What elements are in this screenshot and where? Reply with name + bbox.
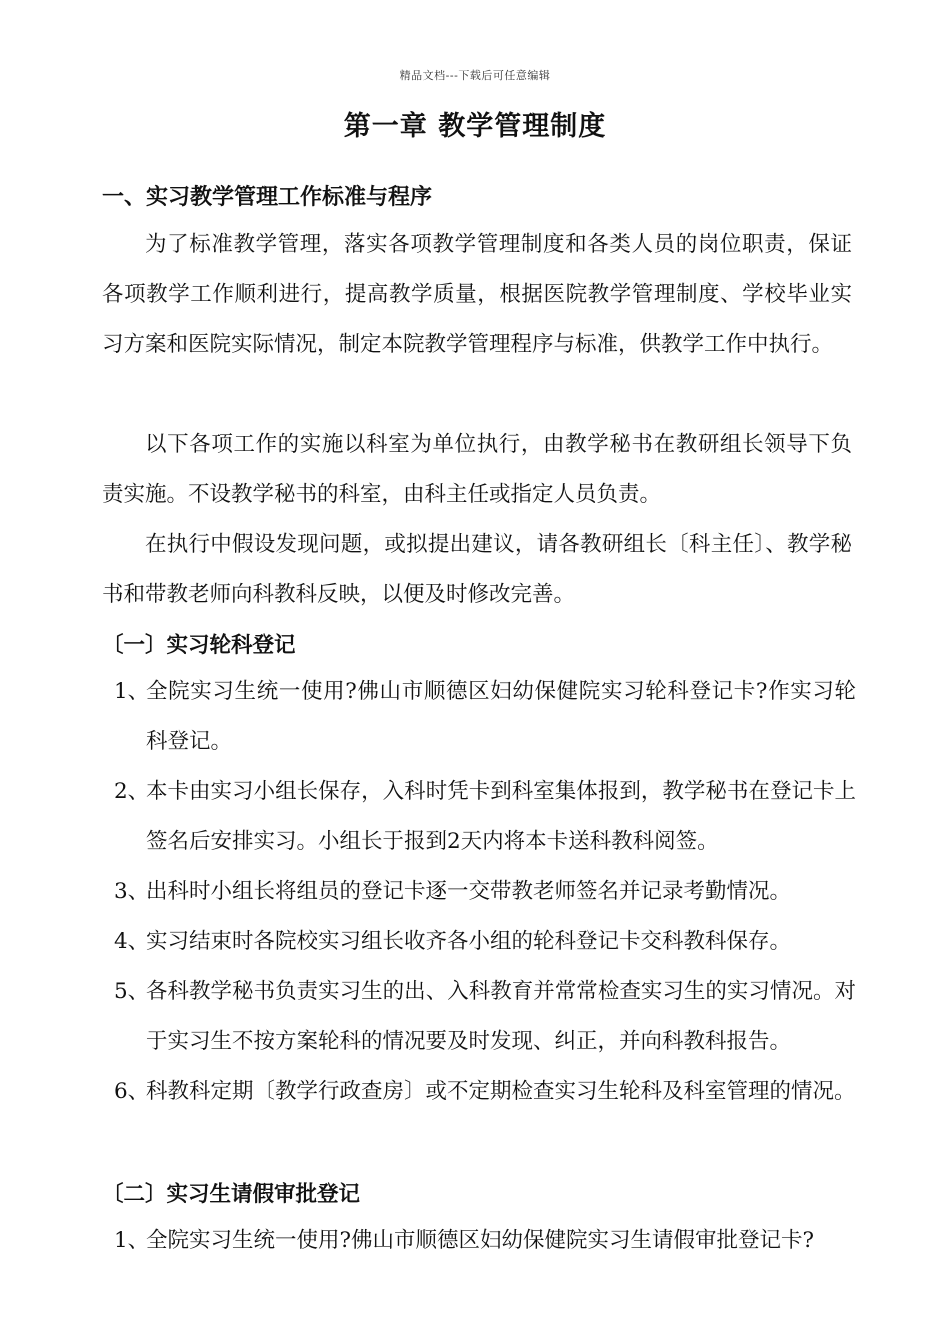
subsection-title-rotation: 〔一〕实习轮科登记 [102, 633, 296, 658]
list-item [114, 867, 856, 917]
paragraph-feedback: 在执行中假设发现问题，或拟提出建议，请各教研组长〔科主任〕、教学秘书和带教老师向科教科反映，以便及时修改完善。 [102, 532, 852, 607]
header-note: 精品文档---下载后可任意编辑 [399, 69, 551, 82]
list-item-text: 实习结束时各院校实习组长收齐各小组的轮科登记卡交科教科保存。 [146, 929, 792, 954]
list-item-text: 本卡由实习小组长保存，入科时凭卡到科室集体报到，教学秘书在登记卡上签名后安排实习。小组长于报到2天内将本卡送科教科阅签。 [146, 779, 856, 854]
list-item-text: 各科教学秘书负责实习生的出、入科教育并常常检查实习生的实习情况。对于实习生不按方案轮科的情况要及时发现、纠正，并向科教科报告。 [146, 979, 856, 1054]
subsection-title-leave: 〔二〕实习生请假审批登记 [102, 1182, 361, 1207]
list-item-text: 全院实习生统一使用?佛山市顺德区妇幼保健院实习生请假审批登记卡? [146, 1228, 815, 1253]
list-item [114, 917, 856, 967]
list-item-number: 4、 [114, 929, 150, 954]
list-item [114, 767, 856, 867]
rotation-list [114, 667, 856, 1117]
leave-list [114, 1216, 856, 1266]
chapter-title: 第一章 教学管理制度 [343, 111, 607, 142]
paragraph-intro: 为了标准教学管理，落实各项教学管理制度和各类人员的岗位职责，保证各项教学工作顺利进行，提高教学质量，根据医院教学管理制度、学校毕业实习方案和医院实际情况，制定本院教学管理程序与标准，供教学工作中执行。 [102, 232, 852, 357]
list-item [114, 667, 856, 767]
list-item [114, 1067, 856, 1117]
list-item [114, 1216, 856, 1266]
list-item [114, 967, 856, 1067]
list-item-number: 1、 [114, 679, 150, 704]
section-title: 一、实习教学管理工作标准与程序 [102, 184, 433, 210]
list-item-text: 科教科定期〔教学行政查房〕或不定期检查实习生轮科及科室管理的情况。 [146, 1079, 856, 1104]
list-item-number: 5、 [114, 979, 150, 1004]
list-item-number: 3、 [114, 879, 150, 904]
list-item-text: 出科时小组长将组员的登记卡逐一交带教老师签名并记录考勤情况。 [146, 879, 792, 904]
list-item-number: 1、 [114, 1228, 150, 1253]
list-item-number: 2、 [114, 779, 150, 804]
paragraph-implementation: 以下各项工作的实施以科室为单位执行，由教学秘书在教研组长领导下负责实施。不设教学秘书的科室，由科主任或指定人员负责。 [102, 432, 852, 507]
list-item-text: 全院实习生统一使用?佛山市顺德区妇幼保健院实习轮科登记卡?作实习轮科登记。 [146, 679, 856, 754]
list-item-number: 6、 [114, 1079, 150, 1104]
